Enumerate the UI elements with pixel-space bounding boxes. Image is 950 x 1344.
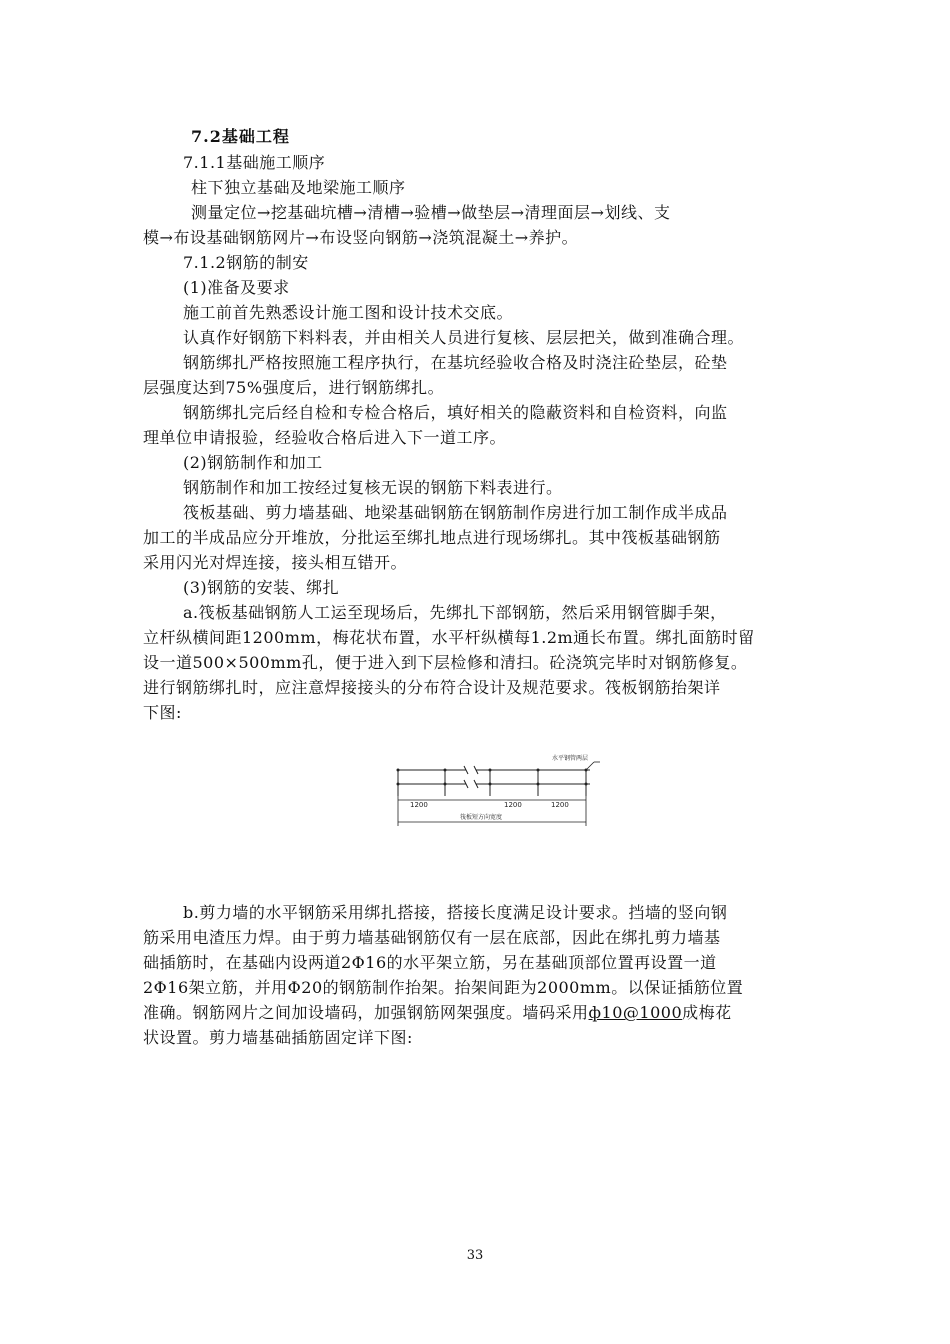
section-heading: 7.2基础工程	[191, 127, 290, 146]
break-mark-right	[474, 766, 478, 788]
diagram-label-bottom: 筏板短方向宽度	[460, 814, 503, 821]
paragraph-line: 筋采用电渣压力焊。由于剪力墙基础钢筋仅有一层在底部，因此在绑扎剪力墙基	[143, 928, 721, 947]
paragraph-line: 2Φ16架立筋，并用Φ20的钢筋制作抬架。抬架间距为2000mm。以保证插筋位置	[143, 978, 744, 997]
scaffold-diagram	[380, 750, 600, 840]
paragraph-line	[143, 1001, 732, 1025]
label-leader	[586, 762, 594, 770]
text-segment: 成梅花	[682, 1003, 732, 1022]
paragraph-line: 模→布设基础钢筋网片→布设竖向钢筋→浇筑混凝土→养护。	[143, 228, 579, 247]
paragraph-line: 层强度达到75%强度后，进行钢筋绑扎。	[143, 378, 445, 397]
underlined-spec: ф10@1000	[588, 1003, 683, 1022]
dimension-label: 1200	[504, 801, 522, 809]
paragraph-line: 施工前首先熟悉设计施工图和设计技术交底。	[183, 303, 514, 322]
paragraph-line: 认真作好钢筋下料料表，并由相关人员进行复核、层层把关，做到准确合理。	[183, 328, 745, 347]
paragraph-line: 筏板基础、剪力墙基础、地梁基础钢筋在钢筋制作房进行加工制作成半成品	[183, 503, 728, 522]
list-heading: (1)准备及要求	[183, 278, 290, 297]
paragraph-line: 采用闪光对焊连接，接头相互错开。	[143, 553, 408, 572]
diagram-label-top: 水平钢管两层	[552, 755, 589, 762]
paragraph-line: 加工的半成品应分开堆放，分批运至绑扎地点进行现场绑扎。其中筏板基础钢筋	[143, 528, 721, 547]
paragraph-line: 下图:	[143, 703, 182, 722]
page-number: 33	[466, 1248, 484, 1263]
paragraph-line: 础插筋时，在基础内设两道2Φ16的水平架立筋，另在基础顶部位置再设置一道	[143, 953, 717, 972]
paragraph-line: 进行钢筋绑扎时，应注意焊接接头的分布符合设计及规范要求。筏板钢筋抬架详	[143, 678, 721, 697]
break-mark-left	[464, 766, 468, 788]
text-segment: 准确。钢筋网片之间加设墙码，加强钢筋网架强度。墙码采用	[143, 1003, 589, 1022]
paragraph-line: 状设置。剪力墙基础插筋固定详下图:	[143, 1028, 413, 1047]
paragraph-line: 测量定位→挖基础坑槽→清槽→验槽→做垫层→清理面层→划线、支	[191, 203, 671, 222]
paragraph-line: 钢筋绑扎严格按照施工程序执行，在基坑经验收合格及时浇注砼垫层，砼垫	[183, 353, 728, 372]
paragraph-line: 立杆纵横间距1200mm，梅花状布置，水平杆纵横每1.2m通长布置。绑扎面筋时留	[143, 628, 755, 647]
scaffold-diagram-svg	[380, 750, 600, 840]
list-heading: (3)钢筋的安装、绑扎	[183, 578, 340, 597]
paragraph-line: 理单位申请报验，经验收合格后进入下一道工序。	[143, 428, 507, 447]
paragraph-line: 设一道500×500mm孔，便于进入到下层检修和清扫。砼浇筑完毕时对钢筋修复。	[143, 653, 748, 672]
dimension-label: 1200	[551, 801, 569, 809]
dimension-label: 1200	[410, 801, 428, 809]
subsection-title: 7.1.1基础施工顺序	[183, 153, 326, 172]
paragraph-line: 钢筋制作和加工按经过复核无误的钢筋下料表进行。	[183, 478, 563, 497]
paragraph-line: 柱下独立基础及地梁施工顺序	[191, 178, 406, 197]
paragraph-line: 钢筋绑扎完后经自检和专检合格后，填好相关的隐蔽资料和自检资料，向监	[183, 403, 728, 422]
subsection-title: 7.1.2钢筋的制安	[183, 253, 309, 272]
list-heading: (2)钢筋制作和加工	[183, 453, 323, 472]
paragraph-line: a.筏板基础钢筋人工运至现场后，先绑扎下部钢筋，然后采用钢管脚手架，	[183, 603, 727, 622]
paragraph-line: b.剪力墙的水平钢筋采用绑扎搭接，搭接长度满足设计要求。挡墙的竖向钢	[183, 903, 728, 922]
